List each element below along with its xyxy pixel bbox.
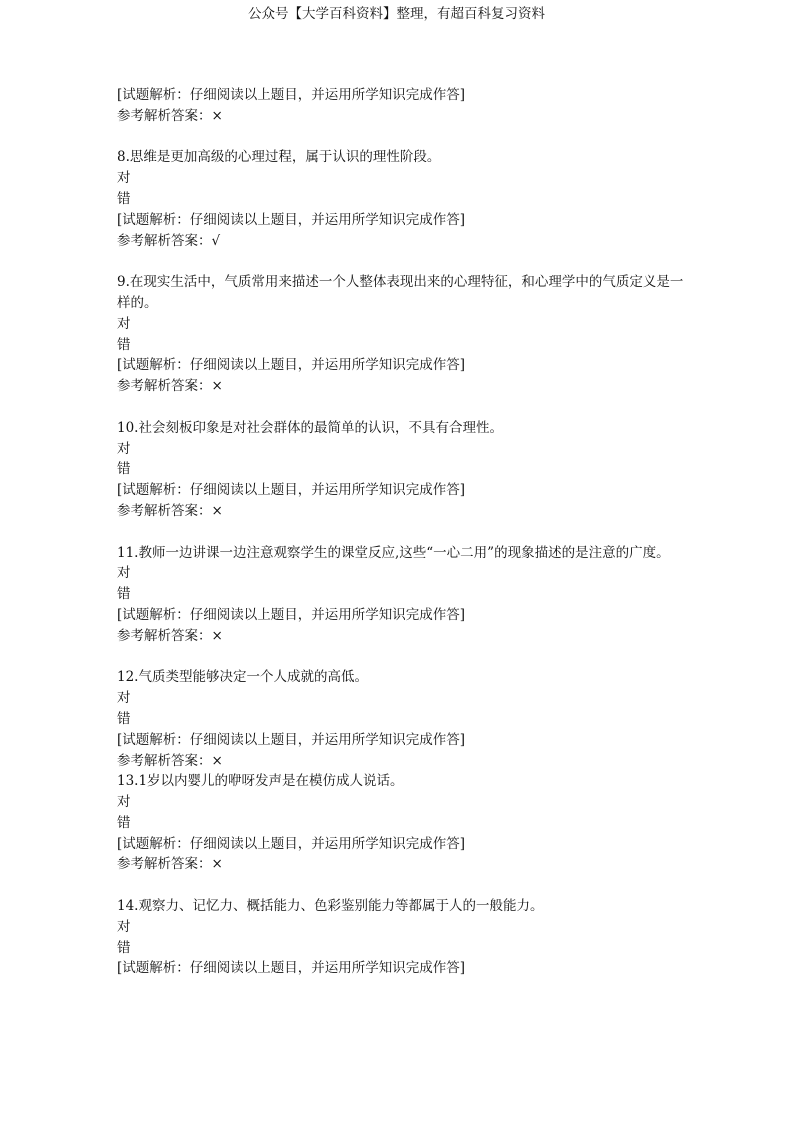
question-11 (117, 543, 687, 647)
option-false: 错 (117, 710, 131, 727)
analysis-text: [试题解析：仔细阅读以上题目，并运用所学知识完成作答] (117, 482, 466, 499)
option-false: 错 (117, 586, 131, 603)
question-text: 8.思维是更加高级的心理过程，属于认识的理性阶段。 (117, 149, 441, 166)
question-8 (117, 147, 687, 251)
option-true: 对 (117, 565, 131, 582)
answer-text: 参考解析答案：× (117, 856, 223, 873)
page-header: 公众号【大学百科资料】整理，有超百科复习资料 (248, 6, 545, 22)
analysis-text: [试题解析：仔细阅读以上题目，并运用所学知识完成作答] (117, 835, 466, 852)
question-12 (117, 667, 687, 771)
option-true: 对 (117, 440, 131, 457)
option-false: 错 (117, 190, 131, 207)
question-text: 11.教师一边讲课一边注意观察学生的课堂反应,这些“一心二用”的现象描述的是注意的广度。 (117, 544, 670, 561)
question-text: 10.社会刻板印象是对社会群体的最简单的认识，不具有合理性。 (117, 419, 503, 436)
answer-text: 参考解析答案：√ (117, 232, 221, 249)
answer-text: 参考解析答案：× (117, 502, 223, 519)
question-10 (117, 418, 687, 522)
question-14 (117, 896, 687, 979)
answer-text: 参考解析答案：× (117, 627, 223, 644)
analysis-text: [试题解析：仔细阅读以上题目，并运用所学知识完成作答] (117, 211, 466, 228)
analysis-text: [试题解析：仔细阅读以上题目，并运用所学知识完成作答] (117, 960, 466, 977)
question-13 (117, 771, 687, 875)
document-body (117, 85, 687, 979)
analysis-text: [试题解析：仔细阅读以上题目，并运用所学知识完成作答] (117, 87, 466, 103)
question-text: 12.气质类型能够决定一个人成就的高低。 (117, 669, 368, 686)
option-true: 对 (117, 794, 131, 811)
option-false: 错 (117, 336, 131, 353)
analysis-text: [试题解析：仔细阅读以上题目，并运用所学知识完成作答] (117, 357, 466, 374)
option-false: 错 (117, 814, 131, 831)
option-true: 对 (117, 170, 131, 187)
question-text: 14.观察力、记忆力、概括能力、色彩鉴别能力等都属于人的一般能力。 (117, 898, 544, 915)
question-9 (117, 272, 687, 397)
question-text: 9.在现实生活中，气质常用来描述一个人整体表现出来的心理特征，和心理学中的气质定义是一样的。 (117, 274, 684, 311)
answer-text: 参考解析答案：× (117, 107, 223, 124)
intro-block (117, 85, 687, 127)
option-true: 对 (117, 690, 131, 707)
answer-text: 参考解析答案：× (117, 752, 223, 769)
option-true: 对 (117, 315, 131, 332)
question-text: 13.1岁以内婴儿的咿呀发声是在模仿成人说话。 (117, 773, 404, 790)
option-true: 对 (117, 918, 131, 935)
analysis-text: [试题解析：仔细阅读以上题目，并运用所学知识完成作答] (117, 731, 466, 748)
answer-text: 参考解析答案：× (117, 378, 223, 395)
option-false: 错 (117, 461, 131, 478)
option-false: 错 (117, 939, 131, 956)
analysis-text: [试题解析：仔细阅读以上题目，并运用所学知识完成作答] (117, 606, 466, 623)
